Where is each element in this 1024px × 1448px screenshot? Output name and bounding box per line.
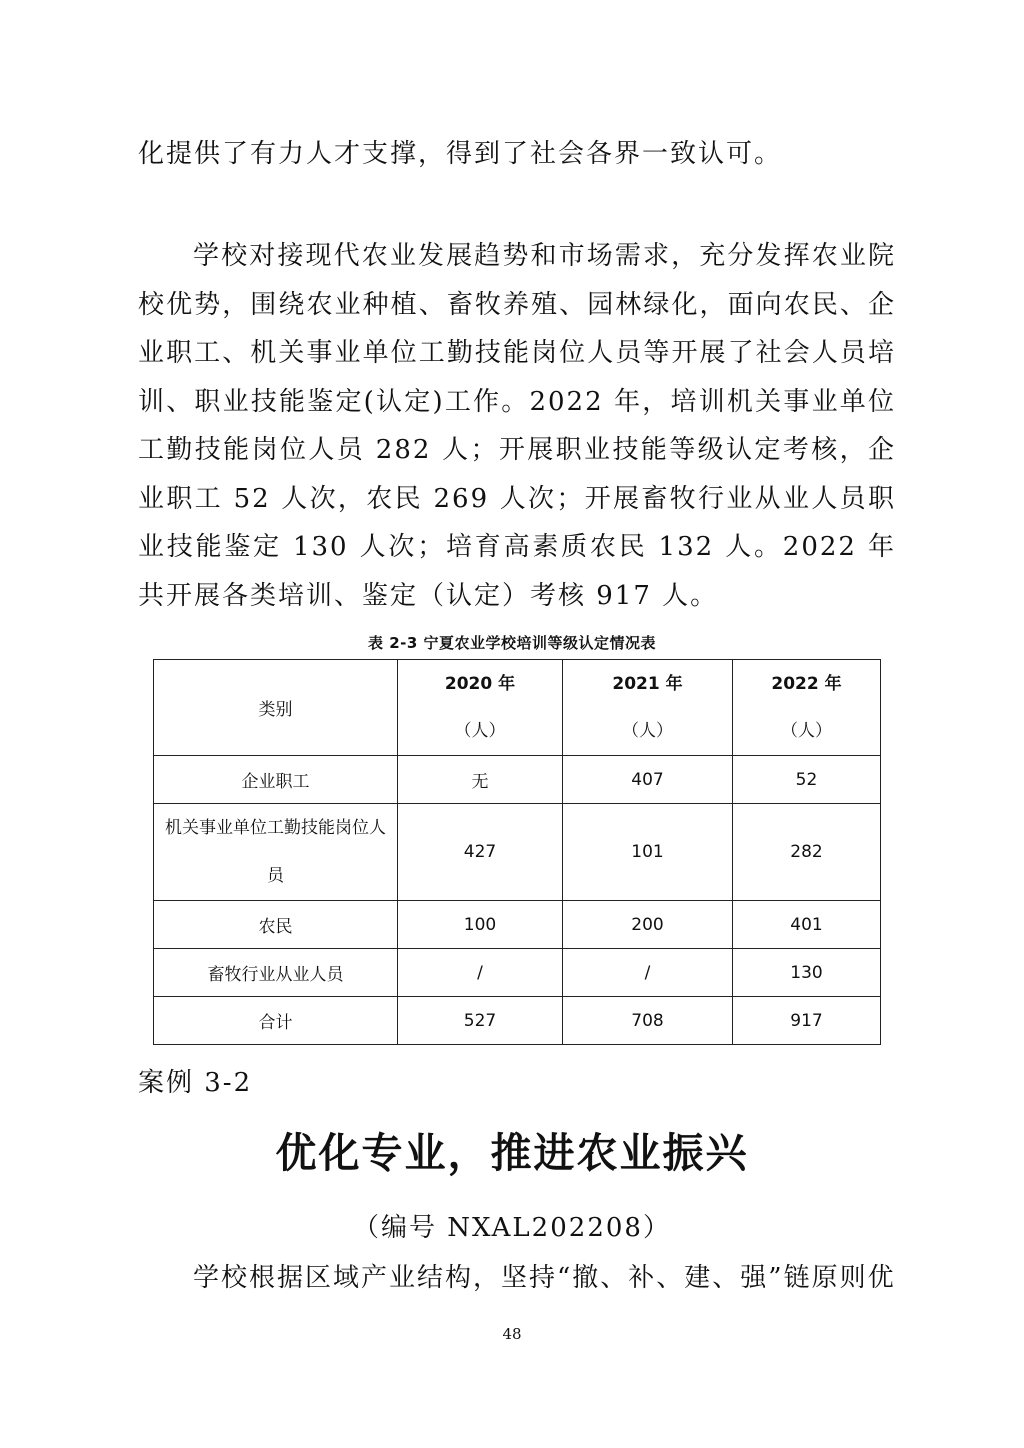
cell-2020: / (398, 949, 563, 997)
cell-2021: / (563, 949, 733, 997)
cell-2022: 130 (733, 949, 881, 997)
header-2022-unit: （人） (781, 720, 832, 741)
cell-2020: 100 (398, 901, 563, 949)
cell-2020: 427 (398, 804, 563, 901)
table-row (154, 901, 881, 949)
case-title: 优化专业，推进农业振兴 (275, 1129, 749, 1177)
header-2020-unit: （人） (454, 720, 506, 741)
cell-2020: 无 (398, 756, 563, 804)
table-row (154, 949, 881, 997)
row-label: 农民 (154, 901, 398, 949)
paragraph-training-summary: 学校对接现代农业发展趋势和市场需求，充分发挥农业院校优势，围绕农业种植、畜牧养殖、园林绿化，面向农民、企业职工、机关事业单位工勤技能岗位人员等开展了社会人员培训、职业技能鉴定(认定)工作。2022 年，培训机关事业单位工勤技能岗位人员 282 人；开展职业技能等级认定考核，企业职工 52 人次，农民 269 人次；开展畜牧行业从业人员职业技能鉴定 130 人次；培育高素质农民 132 人。2022 年共开展各类培训、鉴定（认定）考核 917 人。 (138, 241, 896, 611)
cell-2021: 200 (563, 901, 733, 949)
table-row (154, 756, 881, 804)
cell-2021: 101 (563, 804, 733, 901)
table-row-total (154, 997, 881, 1045)
cell-2022: 917 (733, 997, 881, 1045)
cell-2020: 527 (398, 997, 563, 1045)
table-row (154, 804, 881, 901)
cell-2022: 401 (733, 901, 881, 949)
header-category: 类别 (154, 660, 398, 756)
row-label: 合计 (154, 997, 398, 1045)
cell-2022: 282 (733, 804, 881, 901)
cell-2021: 708 (563, 997, 733, 1045)
row-label: 企业职工 (154, 756, 398, 804)
table-caption: 表 2-3 宁夏农业学校培训等级认定情况表 (367, 634, 657, 652)
case-number: （编号 NXAL202208） (353, 1213, 671, 1243)
header-2020 (398, 660, 563, 756)
row-label: 机关事业单位工勤技能岗位人员 (154, 804, 398, 901)
header-2021-year: 2021 年 (612, 673, 683, 694)
paragraph-continuation: 化提供了有力人才支撑，得到了社会各界一致认可。 (138, 139, 783, 169)
row-label: 畜牧行业从业人员 (154, 949, 398, 997)
case-label: 案例 3-2 (138, 1068, 253, 1098)
cell-2021: 407 (563, 756, 733, 804)
cell-2022: 52 (733, 756, 881, 804)
header-2020-year: 2020 年 (444, 673, 516, 694)
header-2021 (563, 660, 733, 756)
paragraph-case-body: 学校根据区域产业结构，坚持“撤、补、建、强”链原则优 (193, 1263, 896, 1293)
header-2021-unit: （人） (622, 720, 673, 741)
table-header-row (154, 660, 881, 756)
header-2022 (733, 660, 881, 756)
training-table (153, 659, 881, 1045)
header-2022-year: 2022 年 (771, 673, 842, 694)
page-number: 48 (502, 1325, 522, 1343)
